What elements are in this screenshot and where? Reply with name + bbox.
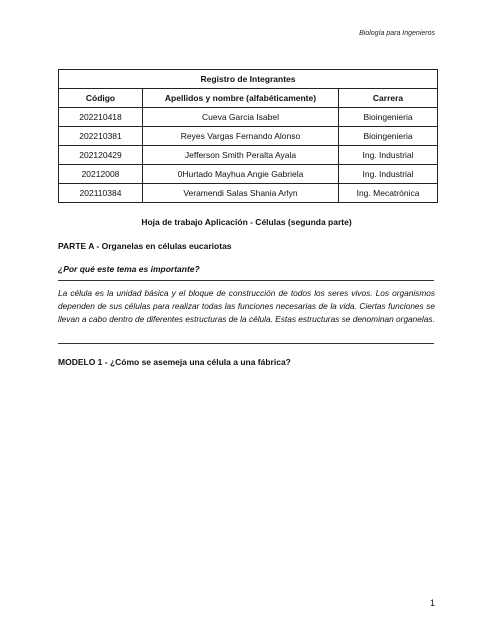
page-number: 1 bbox=[430, 598, 436, 608]
column-header-career: Carrera bbox=[339, 89, 438, 108]
column-header-name: Apellidos y nombre (alfabéticamente) bbox=[143, 89, 339, 108]
importance-question: ¿Por qué este tema es importante? bbox=[58, 264, 200, 274]
table-row bbox=[59, 108, 438, 127]
cell-career: Ing. Industrial bbox=[339, 146, 438, 165]
importance-paragraph: La célula es la unidad básica y el bloque de construcción de todos los seres vivos. Los organismos dependen de sus células para realizar todas las funciones necesarias de la vida. Ciertas funciones se llevan a cabo dentro de diferentes estructuras de la célula. Estas estructuras se denominan organelas. bbox=[58, 288, 435, 324]
cell-name: 0Hurtado Mayhua Angie Gabriela bbox=[143, 165, 339, 184]
table-row bbox=[59, 146, 438, 165]
table-row bbox=[59, 165, 438, 184]
table-title-row bbox=[59, 70, 438, 89]
table-header-row bbox=[59, 89, 438, 108]
cell-name: Veramendi Salas Shania Arlyn bbox=[143, 184, 339, 203]
table-row bbox=[59, 127, 438, 146]
cell-career: Ing. Industrial bbox=[339, 165, 438, 184]
cell-code: 202110384 bbox=[59, 184, 143, 203]
cell-name: Cueva Garcia Isabel bbox=[143, 108, 339, 127]
cell-code: 202210381 bbox=[59, 127, 143, 146]
table-row bbox=[59, 184, 438, 203]
cell-name: Reyes Vargas Fernando Alonso bbox=[143, 127, 339, 146]
cell-career: Bioingenieria bbox=[339, 108, 438, 127]
members-table bbox=[58, 69, 438, 203]
cell-name: Jefferson Smith Peralta Ayala bbox=[143, 146, 339, 165]
divider-bottom bbox=[58, 343, 434, 344]
cell-career: Bioingenieria bbox=[339, 127, 438, 146]
course-header: Biología para Ingenieros bbox=[359, 30, 435, 37]
model-1-heading: MODELO 1 - ¿Cómo se asemeja una célula a una fábrica? bbox=[58, 357, 291, 367]
divider-top bbox=[58, 280, 434, 281]
table-title: Registro de Integrantes bbox=[59, 70, 438, 89]
cell-code: 202210418 bbox=[59, 108, 143, 127]
sheet-title: Hoja de trabajo Aplicación - Células (segunda parte) bbox=[141, 217, 352, 227]
cell-career: Ing. Mecatrónica bbox=[339, 184, 438, 203]
column-header-code: Código bbox=[59, 89, 143, 108]
cell-code: 202120429 bbox=[59, 146, 143, 165]
part-a-heading: PARTE A - Organelas en células eucariotas bbox=[58, 241, 232, 251]
cell-code: 20212008 bbox=[59, 165, 143, 184]
